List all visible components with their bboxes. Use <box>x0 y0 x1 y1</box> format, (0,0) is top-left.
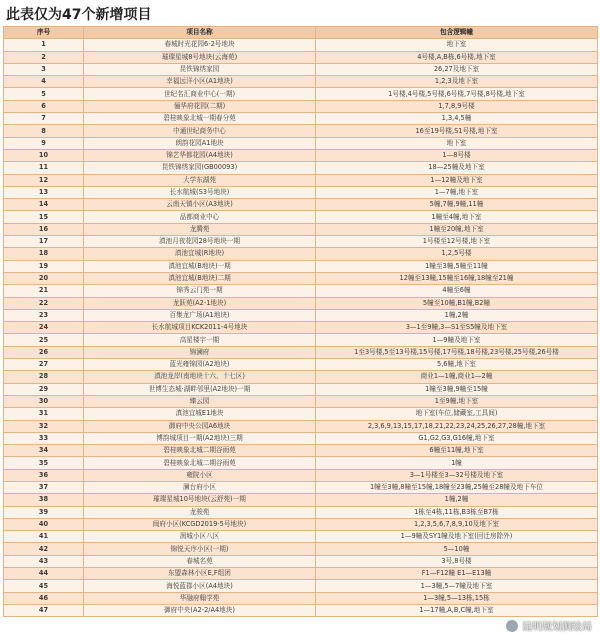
table-row <box>4 420 598 432</box>
cell-buildings: 3—1号楼至3—32号楼及地下室 <box>316 469 598 481</box>
cell-project-name: 大学东湖苑 <box>84 174 316 186</box>
cell-serial: 21 <box>4 285 84 297</box>
cell-serial: 24 <box>4 322 84 334</box>
cell-buildings: 3—1至9幢,3—S1至S5幢及地下室 <box>316 322 598 334</box>
cell-serial: 37 <box>4 481 84 493</box>
cell-serial: 18 <box>4 248 84 260</box>
cell-buildings: 1幢 <box>316 457 598 469</box>
cell-project-name: 俪华府花园(二期) <box>84 100 316 112</box>
cell-project-name: 璀璨星城10号地块(云舒苑)一期 <box>84 494 316 506</box>
cell-project-name: 璀璨星城8号地块(云海苑) <box>84 51 316 63</box>
table-header <box>4 27 598 39</box>
cell-buildings: 18—25幢及地下室 <box>316 162 598 174</box>
table-row <box>4 309 598 321</box>
table-row <box>4 518 598 530</box>
cell-project-name: 龙跃苑(A2-1地块) <box>84 297 316 309</box>
cell-serial: 4 <box>4 76 84 88</box>
cell-project-name: 华融府翰学苑 <box>84 592 316 604</box>
cell-serial: 38 <box>4 494 84 506</box>
table-row <box>4 186 598 198</box>
cell-buildings: 1,7,8,9号楼 <box>316 100 598 112</box>
cell-buildings: 1幢,2幢 <box>316 494 598 506</box>
cell-buildings: 1至9幢,地下室 <box>316 395 598 407</box>
cell-buildings: 1,2,3及地下室 <box>316 76 598 88</box>
cell-project-name: 博韵城项目一期(A2地块)三期 <box>84 432 316 444</box>
cell-serial: 11 <box>4 162 84 174</box>
cell-serial: 46 <box>4 592 84 604</box>
table-row <box>4 297 598 309</box>
table-row <box>4 555 598 567</box>
cell-project-name: 龙骏苑 <box>84 506 316 518</box>
cell-buildings: 1号楼,4号楼,5号楼,6号楼,7号楼,8号楼,地下室 <box>316 88 598 100</box>
table-row <box>4 359 598 371</box>
cell-project-name: 锦秀云门苑一期 <box>84 285 316 297</box>
cell-serial: 2 <box>4 51 84 63</box>
cell-buildings: 1幢至20幢,地下室 <box>316 223 598 235</box>
cell-buildings: 地下室 <box>316 39 598 51</box>
cell-serial: 22 <box>4 297 84 309</box>
cell-serial: 25 <box>4 334 84 346</box>
cell-buildings: 1幢至3幢,9幢至15幢 <box>316 383 598 395</box>
table-row <box>4 76 598 88</box>
cell-buildings: 地下室(车位,储藏室,工具间) <box>316 408 598 420</box>
cell-buildings: G1,G2,G3,G16幢,地下室 <box>316 432 598 444</box>
cell-buildings: 2,3,6,9,13,15,17,18,21,22,23,24,25,26,27,28幢,地下室 <box>316 420 598 432</box>
cell-serial: 31 <box>4 408 84 420</box>
cell-serial: 7 <box>4 113 84 125</box>
table-row <box>4 506 598 518</box>
cell-serial: 15 <box>4 211 84 223</box>
table-row <box>4 211 598 223</box>
table-row <box>4 395 598 407</box>
cell-buildings: 1幢至3幢,5幢至11幢 <box>316 260 598 272</box>
table-row <box>4 604 598 616</box>
cell-project-name: 润城小区八区 <box>84 531 316 543</box>
cell-serial: 9 <box>4 137 84 149</box>
table-row <box>4 137 598 149</box>
cell-serial: 41 <box>4 531 84 543</box>
wechat-logo-icon <box>505 619 519 633</box>
cell-serial: 10 <box>4 149 84 161</box>
cell-buildings: 1栋至4栋,11栋,B3栋至B7栋 <box>316 506 598 518</box>
table-row <box>4 113 598 125</box>
cell-project-name: 碧桂映象北城二期谷雨苑 <box>84 457 316 469</box>
cell-serial: 14 <box>4 199 84 211</box>
table-row <box>4 236 598 248</box>
table-body <box>4 39 598 617</box>
cell-serial: 43 <box>4 555 84 567</box>
cell-project-name: 碧桂映象北城二期谷雨苑 <box>84 445 316 457</box>
cell-serial: 19 <box>4 260 84 272</box>
cell-buildings: 1—9幢及地下室 <box>316 334 598 346</box>
cell-buildings: 1,2,3,5,6,7,8,9,10及地下室 <box>316 518 598 530</box>
cell-project-name: 锦澜府 <box>84 346 316 358</box>
cell-project-name: 滇池宜城(B地块)二期 <box>84 272 316 284</box>
table-row <box>4 494 598 506</box>
cell-buildings: 1—3幢,5—13栋,15栋 <box>316 592 598 604</box>
cell-serial: 27 <box>4 359 84 371</box>
cell-project-name: 幸福远洋小区(A1地块) <box>84 76 316 88</box>
cell-buildings: 4幢至6幢 <box>316 285 598 297</box>
table-row <box>4 481 598 493</box>
cell-project-name: 御府中央(A2-2/A4地块) <box>84 604 316 616</box>
cell-buildings: 1幢至4幢,地下室 <box>316 211 598 223</box>
cell-project-name: 龙腾苑 <box>84 223 316 235</box>
table-row <box>4 174 598 186</box>
cell-serial: 36 <box>4 469 84 481</box>
table-row <box>4 322 598 334</box>
table-row <box>4 371 598 383</box>
cell-serial: 6 <box>4 100 84 112</box>
cell-buildings: 26,27及地下室 <box>316 63 598 75</box>
cell-project-name: 滇池宜城(R地块) <box>84 248 316 260</box>
table-row <box>4 100 598 112</box>
cell-buildings: 5幢至10幢,B1幢,B2幢 <box>316 297 598 309</box>
watermark-text: 昆明规划测绘局 <box>522 622 592 633</box>
cell-serial: 12 <box>4 174 84 186</box>
cell-serial: 39 <box>4 506 84 518</box>
cell-buildings: 5—10幢 <box>316 543 598 555</box>
header-project-name: 项目名称 <box>84 27 316 39</box>
table-row <box>4 531 598 543</box>
cell-serial: 5 <box>4 88 84 100</box>
table-row <box>4 346 598 358</box>
cell-buildings: 5幢,7幢,9幢,11幢 <box>316 199 598 211</box>
cell-project-name: 高星楼宇一期 <box>84 334 316 346</box>
cell-buildings: 3号,8号楼 <box>316 555 598 567</box>
cell-project-name: 滇池龙岸(南地块十六、十七区) <box>84 371 316 383</box>
cell-project-name: 世纪名汇商业中心(一期) <box>84 88 316 100</box>
cell-project-name: 长水航城项目KCK2011-4号地块 <box>84 322 316 334</box>
table-row <box>4 568 598 580</box>
cell-serial: 8 <box>4 125 84 137</box>
cell-buildings: 商业1—1幢,商业1—2幢 <box>316 371 598 383</box>
table-row <box>4 408 598 420</box>
page-title: 此表仅为47个新增项目 <box>6 7 152 23</box>
table-row <box>4 272 598 284</box>
table-row <box>4 445 598 457</box>
cell-buildings: 1—12幢及地下室 <box>316 174 598 186</box>
cell-project-name: 御府中央公园A6地块 <box>84 420 316 432</box>
cell-buildings: 1至3号楼,5至13号楼,15号楼,17号楼,18号楼,23号楼,25号楼,26号楼 <box>316 346 598 358</box>
cell-serial: 32 <box>4 420 84 432</box>
cell-buildings: 6幢至11幢,地下室 <box>316 445 598 457</box>
cell-buildings: 1幢,2幢 <box>316 309 598 321</box>
cell-project-name: 滇池月夜花园28号地块一期 <box>84 236 316 248</box>
table-row <box>4 199 598 211</box>
cell-serial: 29 <box>4 383 84 395</box>
cell-project-name: 朗韵花园A1地块 <box>84 137 316 149</box>
cell-project-name: 世博生态城·湖畔邻里(A2地块)一期 <box>84 383 316 395</box>
cell-buildings: 1—17幢,A,B,C幢,地下室 <box>316 604 598 616</box>
table-row <box>4 39 598 51</box>
cell-buildings: 1幢至3幢,8幢至15幢,18幢至23幢,25幢至28幢及地下车位 <box>316 481 598 493</box>
cell-project-name: 滇池宜城E1地块 <box>84 408 316 420</box>
cell-serial: 35 <box>4 457 84 469</box>
table-row <box>4 592 598 604</box>
watermark <box>505 618 592 633</box>
cell-buildings: 4号楼,A,B栋,6号楼,地下室 <box>316 51 598 63</box>
table-row <box>4 149 598 161</box>
cell-project-name: 臻云园 <box>84 395 316 407</box>
cell-serial: 28 <box>4 371 84 383</box>
cell-serial: 26 <box>4 346 84 358</box>
cell-serial: 17 <box>4 236 84 248</box>
cell-project-name: 雍院小区 <box>84 469 316 481</box>
table-row <box>4 334 598 346</box>
cell-project-name: 海悦蓝郡小区(A4地块) <box>84 580 316 592</box>
cell-project-name: 闽府小区(KCGD2019-5号地块) <box>84 518 316 530</box>
table-row <box>4 457 598 469</box>
cell-project-name: 品都商业中心 <box>84 211 316 223</box>
cell-serial: 45 <box>4 580 84 592</box>
cell-buildings: 1—7幢,地下室 <box>316 186 598 198</box>
cell-serial: 47 <box>4 604 84 616</box>
cell-project-name: 澜台府小区 <box>84 481 316 493</box>
cell-project-name: 昆铁锦绣家园 <box>84 63 316 75</box>
table-row <box>4 260 598 272</box>
cell-buildings: 1—3幢,5—7幢及地下室 <box>316 580 598 592</box>
table-row <box>4 580 598 592</box>
cell-project-name: 东盟森林小区E,F组团 <box>84 568 316 580</box>
cell-serial: 40 <box>4 518 84 530</box>
table-row <box>4 125 598 137</box>
cell-serial: 16 <box>4 223 84 235</box>
cell-serial: 34 <box>4 445 84 457</box>
cell-buildings: F1—F12幢 E1—E13幢 <box>316 568 598 580</box>
cell-project-name: 锦悦天序小区(一期) <box>84 543 316 555</box>
projects-table <box>3 26 598 617</box>
cell-project-name: 百集龙广场(A1地块) <box>84 309 316 321</box>
header-serial: 序号 <box>4 27 84 39</box>
cell-project-name: 滇池宜城(B地块)一期 <box>84 260 316 272</box>
cell-project-name: 昆铁锦绣家园(GB00093) <box>84 162 316 174</box>
cell-serial: 30 <box>4 395 84 407</box>
cell-buildings: 地下室 <box>316 137 598 149</box>
table-row <box>4 543 598 555</box>
cell-project-name: 蓝光雍锦园(A2地块) <box>84 359 316 371</box>
cell-serial: 20 <box>4 272 84 284</box>
cell-project-name: 中通世纪商务中心 <box>84 125 316 137</box>
cell-serial: 13 <box>4 186 84 198</box>
cell-serial: 23 <box>4 309 84 321</box>
table-row <box>4 248 598 260</box>
cell-buildings: 1—9幢及SY1幢及地下室(回迁房除外) <box>316 531 598 543</box>
cell-buildings: 1—8号楼 <box>316 149 598 161</box>
cell-serial: 1 <box>4 39 84 51</box>
cell-buildings: 1,3,4,5幢 <box>316 113 598 125</box>
cell-project-name: 云南天镇小区(A3地块) <box>84 199 316 211</box>
header-row <box>4 27 598 39</box>
cell-project-name: 锦艺华都花园(A4地块) <box>84 149 316 161</box>
table-row <box>4 162 598 174</box>
cell-buildings: 12幢至13幢,15幢至16幢,18幢至21幢 <box>316 272 598 284</box>
cell-serial: 44 <box>4 568 84 580</box>
cell-serial: 3 <box>4 63 84 75</box>
cell-project-name: 春城名苑 <box>84 555 316 567</box>
cell-serial: 33 <box>4 432 84 444</box>
header-buildings: 包含逻辑幢 <box>316 27 598 39</box>
cell-project-name: 春城时光花园6-2号地块 <box>84 39 316 51</box>
cell-serial: 42 <box>4 543 84 555</box>
cell-project-name: 碧桂映象北城一期春分苑 <box>84 113 316 125</box>
table-row <box>4 383 598 395</box>
table-row <box>4 285 598 297</box>
cell-buildings: 1,2,5号楼 <box>316 248 598 260</box>
table-row <box>4 63 598 75</box>
cell-buildings: 16至19号楼,S1号楼,地下室 <box>316 125 598 137</box>
cell-buildings: 1号楼至12号楼,地下室 <box>316 236 598 248</box>
table-row <box>4 51 598 63</box>
cell-buildings: 5,6幢,地下室 <box>316 359 598 371</box>
table-row <box>4 469 598 481</box>
table-row <box>4 223 598 235</box>
table-row <box>4 432 598 444</box>
cell-project-name: 长水航城(S3号地块) <box>84 186 316 198</box>
table-row <box>4 88 598 100</box>
